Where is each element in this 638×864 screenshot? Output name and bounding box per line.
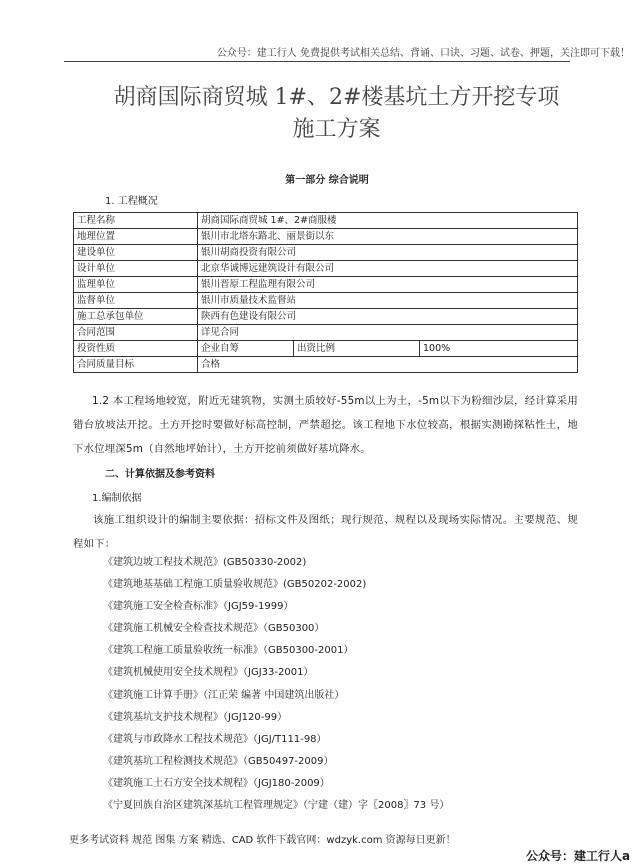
reference-item: 《建筑与市政降水工程技术规范》（JGJ/T111-98） bbox=[103, 734, 327, 745]
quality-value: 合格 bbox=[198, 357, 578, 373]
reference-item: 《建筑基坑工程检测技术规范》（GB50497-2009） bbox=[103, 756, 334, 767]
footer-watermark: 公众号：建工行人a bbox=[526, 849, 631, 863]
info-label: 施工总承包单位 bbox=[74, 309, 198, 325]
reference-item: 《建筑边坡工程技术规范》(GB50330-2002) bbox=[103, 557, 307, 568]
info-value: 北京华诚博远建筑设计有限公司 bbox=[198, 261, 578, 277]
table-row bbox=[74, 357, 578, 373]
table-row bbox=[74, 341, 578, 357]
table-row bbox=[74, 309, 578, 325]
reference-item: 《建筑施工计算手册》（江正荣 编著 中国建筑出版社） bbox=[103, 690, 345, 701]
ratio-label: 出资比例 bbox=[294, 341, 420, 357]
info-value: 银川市质量技术监督站 bbox=[198, 293, 578, 309]
info-value: 陕西有色建设有限公司 bbox=[198, 309, 578, 325]
part-title: 第一部分 综合说明 bbox=[285, 175, 369, 186]
header-note: 公众号：建工行人 免费提供考试相关总结、背诵、口诀、习题、试卷、押题，关注即可下载！ bbox=[216, 48, 630, 59]
info-label: 设计单位 bbox=[74, 261, 198, 277]
info-label: 工程名称 bbox=[74, 213, 198, 229]
table-row bbox=[74, 261, 578, 277]
table-row bbox=[74, 245, 578, 261]
info-value: 胡商国际商贸城 1#、2#商服楼 bbox=[198, 213, 578, 229]
table-row bbox=[74, 277, 578, 293]
info-label: 地理位置 bbox=[74, 229, 198, 245]
info-value: 银川晋原工程监理有限公司 bbox=[198, 277, 578, 293]
reference-item: 《建筑基坑支护技术规程》（JGJ120-99） bbox=[103, 712, 288, 723]
reference-item: 《建筑施工土石方安全技术规程》（JGJ180-2009） bbox=[103, 778, 330, 789]
ratio-value: 100% bbox=[420, 341, 578, 357]
reference-item: 《宁夏回族自治区建筑深基坑工程管理规定》（宁建（建）字〖2008〗73 号） bbox=[103, 800, 450, 811]
table-row bbox=[74, 213, 578, 229]
header-divider bbox=[64, 61, 570, 62]
reference-item: 《建筑地基基础工程施工质量验收规范》(GB50202-2002) bbox=[103, 579, 367, 590]
invest-label: 投资性质 bbox=[74, 341, 198, 357]
table-row bbox=[74, 325, 578, 341]
info-label: 监督单位 bbox=[74, 293, 198, 309]
paragraph-1-2: 1.2 本工程场地较宽，附近无建筑物，实测土质较好-55m以上为土，-5m以下为粉细沙层，经计算采用错台放坡法开挖。土方开挖时要做好标高控制，严禁超挖。该工程地下水位较高，根据实测勘探粘性土，地下水位埋深5m（自然地坪始计），土方开挖前须做好基坑降水。 bbox=[73, 395, 578, 455]
reference-item: 《建筑机械使用安全技术规程》（JGJ33-2001） bbox=[103, 667, 314, 678]
table-row bbox=[74, 229, 578, 245]
project-info-table bbox=[73, 212, 578, 373]
document-title-line1: 胡商国际商贸城 1#、2#楼基坑土方开挖专项 bbox=[113, 85, 560, 110]
quality-label: 合同质量目标 bbox=[74, 357, 198, 373]
sub-heading-basis: 1.编制依据 bbox=[92, 493, 142, 504]
paragraph-basis: 该施工组织设计的编制主要依据：招标文件及图纸；现行规范、规程以及现场实际情况。主要规范、规程如下： bbox=[73, 514, 578, 550]
info-label: 建设单位 bbox=[74, 245, 198, 261]
info-value: 银川市北塔东路北、丽景街以东 bbox=[198, 229, 578, 245]
table-row bbox=[74, 293, 578, 309]
reference-item: 《建筑工程施工质量验收统一标准》（GB50300-2001） bbox=[103, 645, 354, 656]
reference-item: 《建筑施工机械安全检查技术规范》（GB50300） bbox=[103, 623, 325, 634]
reference-item: 《建筑施工安全检查标准》（JGJ59-1999） bbox=[103, 601, 294, 612]
info-label: 监理单位 bbox=[74, 277, 198, 293]
document-title-line2: 施工方案 bbox=[292, 117, 381, 142]
footer-note: 更多考试资料 规范 图集 方案 精选、CAD 软件下载官网：wdzyk.com 资源每日更新！ bbox=[69, 835, 456, 846]
info-label: 合同范围 bbox=[74, 325, 198, 341]
invest-value: 企业自筹 bbox=[198, 341, 294, 357]
info-value: 银川胡商投资有限公司 bbox=[198, 245, 578, 261]
info-value: 详见合同 bbox=[198, 325, 578, 341]
section1-heading: 1. 工程概况 bbox=[105, 196, 158, 207]
section2-heading: 二、计算依据及参考资料 bbox=[105, 469, 215, 480]
